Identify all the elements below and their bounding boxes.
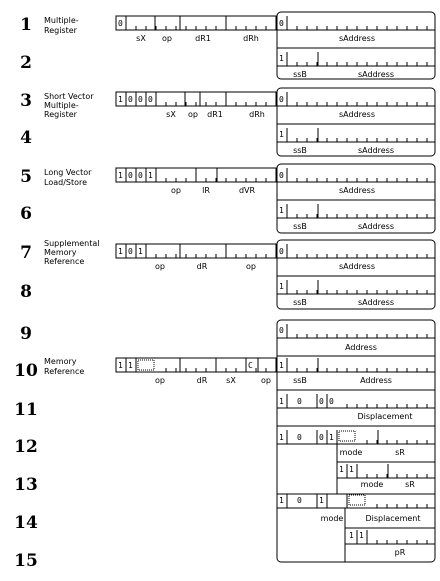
row-number-4: 4 <box>20 128 32 148</box>
bit-1-bold: 1 <box>118 361 123 370</box>
field-ssB: ssB <box>293 146 307 155</box>
bit-0: 0 <box>329 397 334 406</box>
field-dRh: dRh <box>243 34 259 43</box>
label-supplemental: Reference <box>44 257 85 266</box>
label-supplemental: Memory <box>44 248 77 257</box>
field-sAddress: sAddress <box>338 34 376 43</box>
field-Displacement: Displacement <box>357 412 413 421</box>
bit-1: 1 <box>329 433 334 442</box>
label-short-vector: Register <box>44 110 77 119</box>
bit-1: 1 <box>279 54 284 63</box>
field-sX: sX <box>226 376 236 385</box>
field-sX: sX <box>136 34 146 43</box>
row-number-10: 10 <box>14 361 38 381</box>
field-ssB: ssB <box>293 70 307 79</box>
row-number-5: 5 <box>20 167 32 187</box>
bit-0: 0 <box>279 247 284 256</box>
field-sAddress: sAddress <box>357 222 395 231</box>
label-short-vector: Multiple- <box>44 101 79 110</box>
row-number-12: 12 <box>14 437 38 457</box>
row-number-15: 15 <box>14 551 38 571</box>
bit-0: 0 <box>319 397 324 406</box>
bit-0: 0 <box>118 19 123 28</box>
reserved-bits <box>138 360 154 370</box>
bit-1: 1 <box>279 282 284 291</box>
field-dR: dR <box>196 262 208 271</box>
field-sAddress: sAddress <box>338 110 376 119</box>
field-sAddress: sAddress <box>357 70 395 79</box>
label-supplemental: Supplemental <box>44 239 100 248</box>
field-sAddress: sAddress <box>357 298 395 307</box>
field-dRh: dRh <box>249 110 265 119</box>
bit-0: 0 <box>319 433 324 442</box>
field-op: op <box>162 34 172 43</box>
bit-1: 1 <box>349 465 354 474</box>
bit-1: 1 <box>279 397 284 406</box>
bit-1: 1 <box>339 465 344 474</box>
bit-0: 0 <box>279 171 284 180</box>
bit-1: 1 <box>279 433 284 442</box>
bit-1-bold: 1 <box>118 95 123 104</box>
bit-1: 1 <box>279 361 284 370</box>
bit-1: 1 <box>279 496 284 505</box>
bit-1-bold: 1 <box>118 171 123 180</box>
field-op: op <box>155 262 165 271</box>
field-sAddress: sAddress <box>357 146 395 155</box>
bit-0: 0 <box>138 171 143 180</box>
bit-0: 0 <box>128 247 133 256</box>
field-op: op <box>188 110 198 119</box>
field-sX: sX <box>166 110 176 119</box>
label-multiple-register: Multiple- <box>44 16 79 25</box>
field-sR: sR <box>405 480 415 489</box>
bit-1: 1 <box>279 206 284 215</box>
label-short-vector: Short Vector <box>44 92 94 101</box>
field-Displacement: Displacement <box>365 514 421 523</box>
field-dVR: dVR <box>238 186 256 195</box>
row-number-8: 8 <box>20 282 32 302</box>
reserved-bits <box>349 495 365 505</box>
field-op: op <box>261 376 271 385</box>
field-lR: lR <box>202 186 210 195</box>
field-ssB: ssB <box>293 222 307 231</box>
field-pR: pR <box>394 548 406 557</box>
row-number-9: 9 <box>20 324 32 344</box>
bit-0: 0 <box>279 326 284 335</box>
field-sAddress: sAddress <box>338 262 376 271</box>
row-number-1: 1 <box>20 15 32 35</box>
row-number-11: 11 <box>14 400 38 420</box>
bit-0: 0 <box>297 397 302 406</box>
bit-1: 1 <box>319 496 324 505</box>
label-memory-reference: Reference <box>44 367 85 376</box>
bit-0: 0 <box>128 95 133 104</box>
bit-1-bold: 1 <box>118 247 123 256</box>
field-dR1: dR1 <box>195 34 211 43</box>
bit-0: 0 <box>279 19 284 28</box>
bit-1: 1 <box>279 130 284 139</box>
field-Address: Address <box>360 376 392 385</box>
bit-1: 1 <box>148 171 153 180</box>
field-op: op <box>171 186 181 195</box>
label-multiple-register: Register <box>44 26 77 35</box>
field-op: op <box>155 376 165 385</box>
bit-1: 1 <box>359 531 364 540</box>
word-second-half-rows-1-2 <box>277 12 435 79</box>
field-sAddress: sAddress <box>338 186 376 195</box>
bit-1: 1 <box>138 247 143 256</box>
label-memory-reference: Memory <box>44 357 77 366</box>
row-number-3: 3 <box>20 91 32 111</box>
field-sR: sR <box>395 448 405 457</box>
row-number-14: 14 <box>14 513 38 533</box>
label-long-vector: Load/Store <box>44 178 88 187</box>
row-number-6: 6 <box>20 204 32 224</box>
bit-0: 0 <box>297 496 302 505</box>
label-long-vector: Long Vector <box>44 168 92 177</box>
bit-0: 0 <box>148 95 153 104</box>
field-op: op <box>246 262 256 271</box>
row-number-2: 2 <box>20 53 32 73</box>
field-mode: mode <box>339 448 363 457</box>
field-mode: mode <box>360 480 384 489</box>
field-ssB: ssB <box>293 298 307 307</box>
field-Address: Address <box>345 343 377 352</box>
bit-0: 0 <box>297 433 302 442</box>
field-mode: mode <box>320 514 344 523</box>
bit-0: 0 <box>279 95 284 104</box>
row-number-13: 13 <box>14 475 38 495</box>
field-dR1: dR1 <box>207 110 223 119</box>
row-number-7: 7 <box>20 243 32 263</box>
bit-1: 1 <box>349 531 354 540</box>
reserved-bits <box>339 431 355 441</box>
field-ssB: ssB <box>293 376 307 385</box>
bit-1: 1 <box>128 361 133 370</box>
field-dR: dR <box>196 376 208 385</box>
bit-0: 0 <box>138 95 143 104</box>
field-C: C <box>248 361 253 370</box>
bit-0: 0 <box>128 171 133 180</box>
